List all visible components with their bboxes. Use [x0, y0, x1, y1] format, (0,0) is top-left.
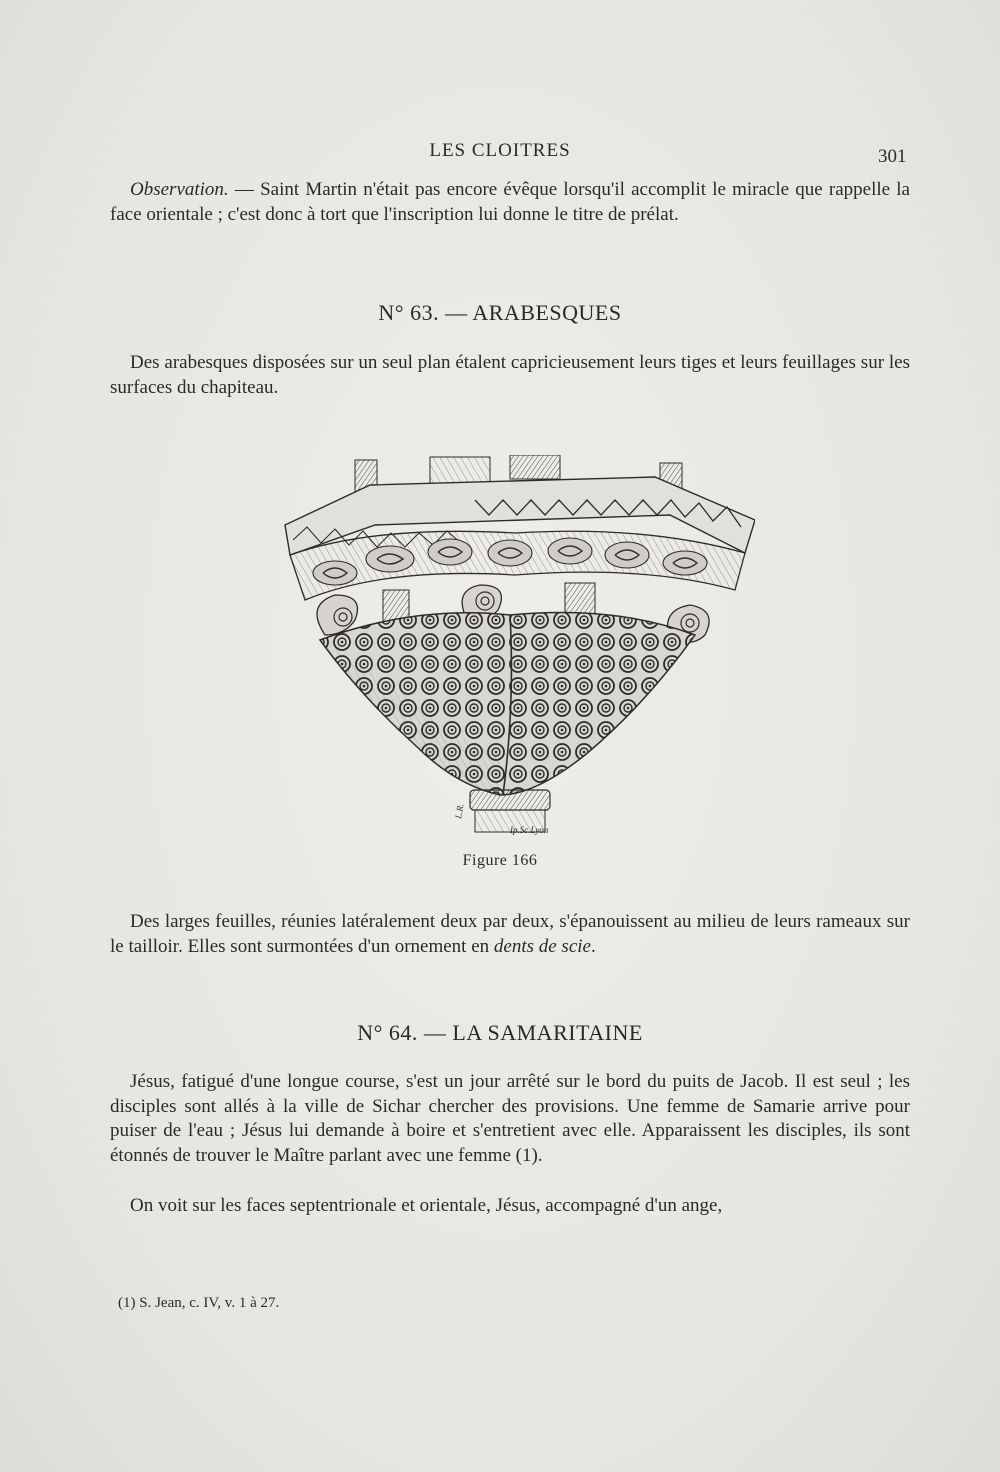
section-64-title: N° 64. — LA SAMARITAINE [357, 1020, 643, 1045]
figure-caption: Figure 166 [462, 852, 538, 869]
section-63-paragraph-end: . [590, 935, 596, 957]
section-63-paragraph [110, 910, 910, 959]
section-63-paragraph-text: Des larges feuilles, réunies latéralement deux par deux, s'épanouissent au milieu de leurs rameaux sur le tailloir. Elles sont surmontées d'un ornement en [110, 911, 910, 957]
engraver-signature-right: Ip.Sc.Lyon [510, 825, 549, 835]
section-63-paragraph-italic: dents de scie [493, 935, 591, 957]
figure-capital-engraving [265, 455, 755, 845]
section-63-title: N° 63. — ARABESQUES [378, 300, 622, 325]
footnote: (1) S. Jean, c. IV, v. 1 à 27. [118, 1295, 280, 1311]
section-63-description: Des arabesques disposées sur un seul plan étalent capricieusement leurs tiges et leurs feuillages sur les surfaces du chapiteau. [110, 352, 910, 398]
page-number: 301 [878, 146, 907, 167]
section-64-paragraph-2: On voit sur les faces septentrionale et orientale, Jésus, accompagné d'un ange, [130, 1195, 723, 1216]
observation-paragraph [110, 178, 910, 227]
running-title: LES CLOITRES [429, 140, 571, 161]
observation-label: Observation. [130, 179, 229, 200]
capital-illustration [265, 455, 755, 845]
section-64-paragraph-1: Jésus, fatigué d'une longue course, s'est un jour arrêté sur le bord du puits de Jacob. Il est seul ; les disciples sont allés à la ville de Sichar chercher des provisions. Une femme de Samarie arrive pour puiser de l'eau ; Jésus lui demande à boire et s'entretient avec elle. Apparaissent les disciples, ils sont étonnés de trouver le Maître parlant avec une femme (1). [110, 1071, 910, 1166]
observation-text: — Saint Martin n'était pas encore évêque lorsqu'il accomplit le miracle que rappelle la face orientale ; c'est donc à tort que l'inscription lui donne le titre de prélat. [110, 179, 910, 225]
engraver-signature-left: L.R. [453, 802, 466, 820]
